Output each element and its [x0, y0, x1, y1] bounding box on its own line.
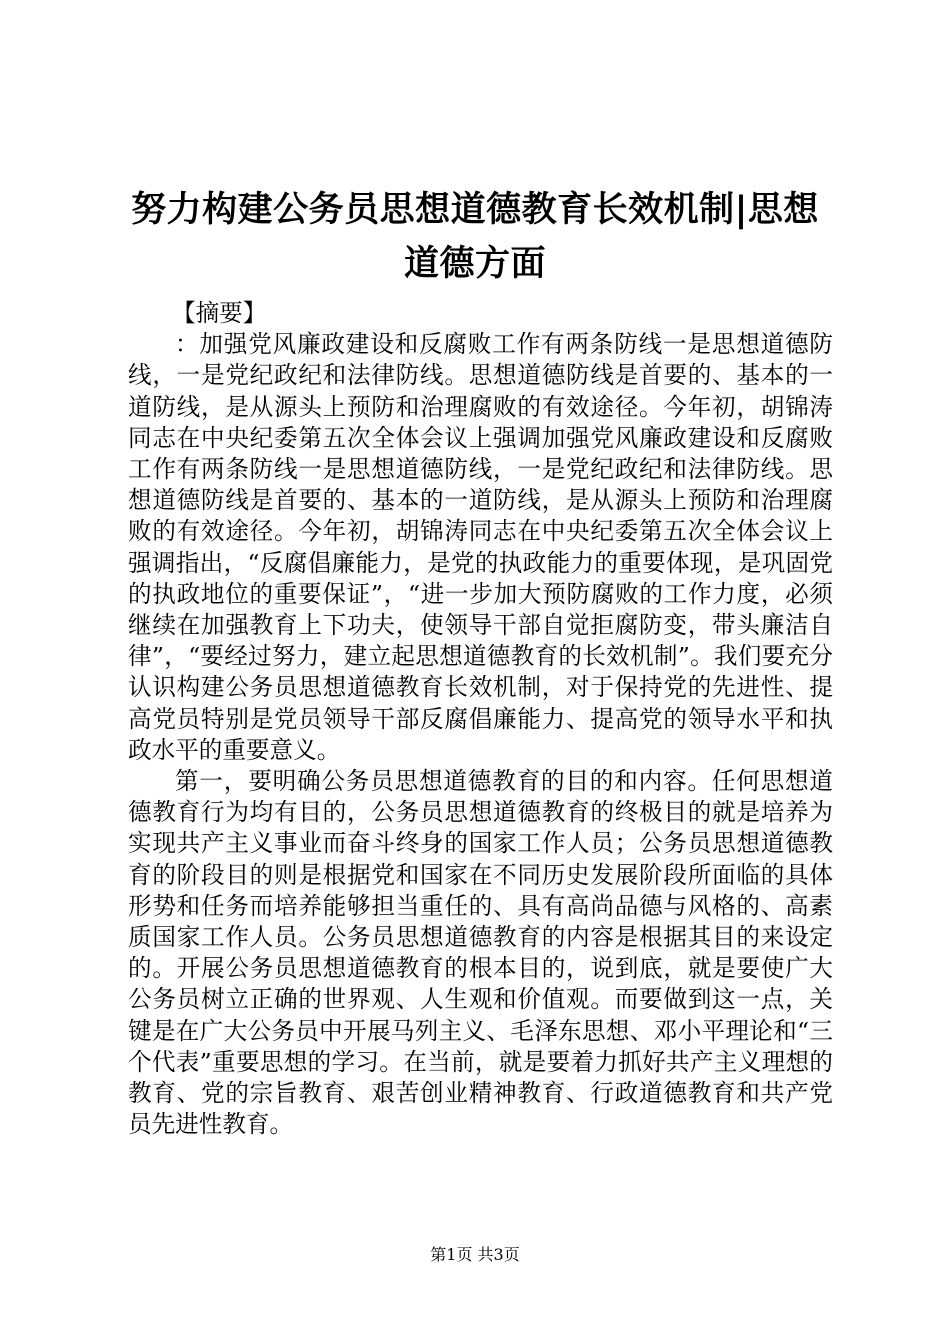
document-title: 努力构建公务员思想道德教育长效机制|思想道德方面 [131, 190, 819, 284]
page-footer [0, 1244, 950, 1266]
paragraph-first-point: 第一，要明确公务员思想道德教育的目的和内容。任何思想道德教育行为均有目的，公务员思想道德教育的终极目的就是培养为实现共产主义事业而奋斗终身的国家工作人员；公务员思想道德教育的阶段目的则是根据党和国家在不同历史发展阶段所面临的具体形势和任务而培养能够担当重任的、具有高尚品德与风格的、高素质国家工作人员。公务员思想道德教育的内容是根据其目的来设定的。开展公务员思想道德教育的根本目的，说到底，就是要使广大公务员树立正确的世界观、人生观和价值观。而要做到这一点，关键是在广大公务员中开展马列主义、毛泽东思想、邓小平理论和“三个代表”重要思想的学习。在当前，就是要着力抓好共产主义理想的教育、党的宗旨教育、艰苦创业精神教育、行政道德教育和共产党员先进性教育。 [128, 767, 833, 1139]
paragraph-abstract: ：加强党风廉政建设和反腐败工作有两条防线一是思想道德防线，一是党纪政纪和法律防线。思想道德防线是首要的、基本的一道防线，是从源头上预防和治理腐败的有效途径。今年初，胡锦涛同志在中央纪委第五次全体会议上强调加强党风廉政建设和反腐败工作有两条防线一是思想道德防线，一是党纪政纪和法律防线。思想道德防线是首要的、基本的一道防线，是从源头上预防和治理腐败的有效途径。今年初，胡锦涛同志在中央纪委第五次全体会议上强调指出，“反腐倡廉能力，是党的执政能力的重要体现，是巩固党的执政地位的重要保证”，“进一步加大预防腐败的工作力度，必须继续在加强教育上下功夫，使领导干部自觉拒腐防变，带头廉洁自律”，“要经过努力，建立起思想道德教育的长效机制”。我们要充分认识构建公务员思想道德教育长效机制，对于保持党的先进性、提高党员特别是党员领导干部反腐倡廉能力、提高党的领导水平和执政水平的重要意义。 [128, 330, 833, 764]
abstract-label: 【摘要】 [172, 299, 267, 327]
page-indicator: 第1页 共3页 [430, 1245, 520, 1264]
document-body [128, 298, 833, 1140]
